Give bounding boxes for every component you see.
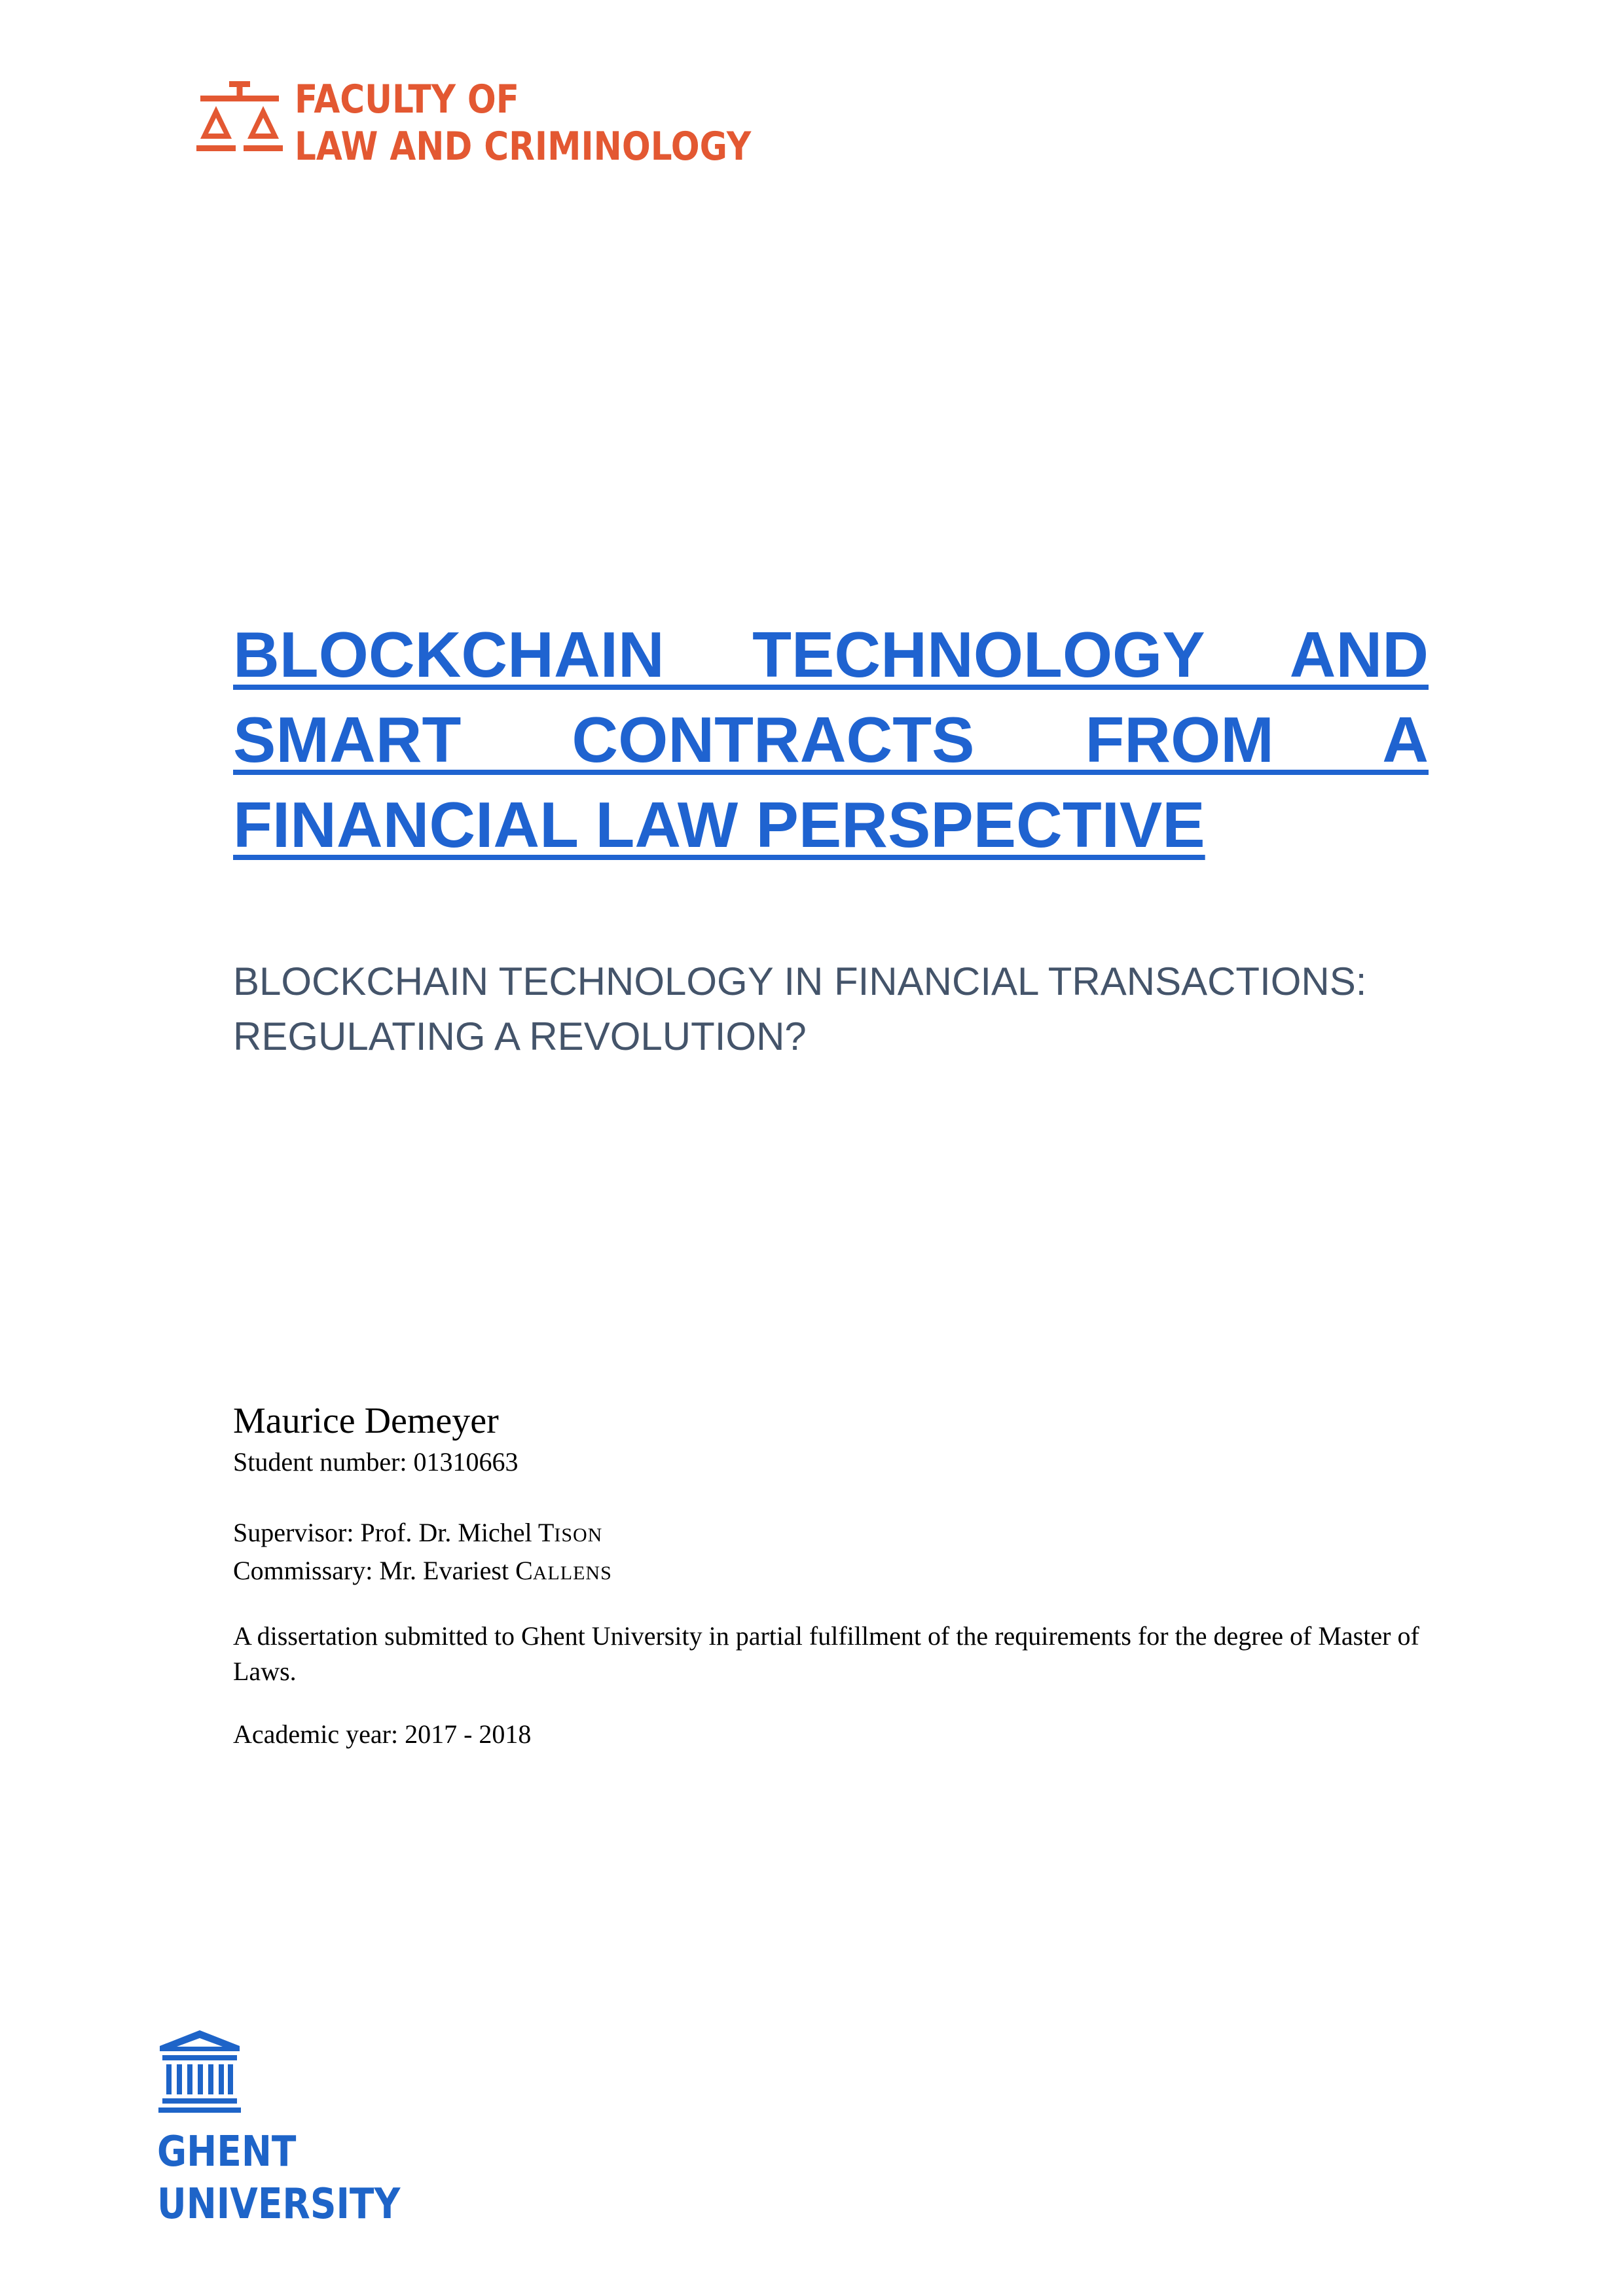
supervisor-surname-initial: T	[538, 1518, 555, 1547]
supervisor-prefix: Supervisor: Prof. Dr. Michel	[233, 1518, 538, 1547]
subtitle-line1: BLOCKCHAIN TECHNOLOGY IN FINANCIAL TRANSACTIONS:	[233, 960, 1367, 1003]
commissary-surname-initial: C	[515, 1556, 533, 1585]
university-name-line2: UNIVERSITY	[157, 2180, 401, 2229]
faculty-name	[295, 76, 751, 170]
thesis-subtitle	[233, 954, 1438, 1064]
faculty-logo	[196, 77, 752, 170]
supervisor-surname-rest: ISON	[554, 1524, 603, 1546]
subtitle-line2: REGULATING A REVOLUTION?	[233, 1014, 807, 1058]
commissary-surname-rest: ALLENS	[532, 1562, 612, 1584]
scales-of-justice-icon	[196, 77, 283, 169]
university-building-icon	[157, 2029, 242, 2114]
university-name	[157, 2126, 400, 2231]
thesis-title: BLOCKCHAIN TECHNOLOGY AND SMART CONTRACTS FROM A FINANCIAL LAW PERSPECTIVE	[233, 619, 1429, 861]
university-name-line1: GHENT	[157, 2128, 297, 2176]
author-name: Maurice Demeyer	[233, 1401, 499, 1441]
supervisor	[233, 1515, 1444, 1553]
academic-year: Academic year: 2017 - 2018	[233, 1719, 532, 1749]
faculty-name-line1: FACULTY OF	[295, 77, 520, 122]
commissary-prefix: Commissary: Mr. Evariest	[233, 1556, 516, 1585]
dissertation-statement: A dissertation submitted to Ghent University in partial fulfillment of the requirements for the degree of Master of Laws.	[233, 1621, 1419, 1686]
commissary	[233, 1553, 1444, 1591]
faculty-name-line2: LAW AND CRIMINOLOGY	[295, 124, 752, 170]
student-number: Student number: 01310663	[233, 1447, 519, 1477]
ghent-university-logo	[157, 2029, 419, 2238]
author-details	[233, 1397, 1444, 1752]
